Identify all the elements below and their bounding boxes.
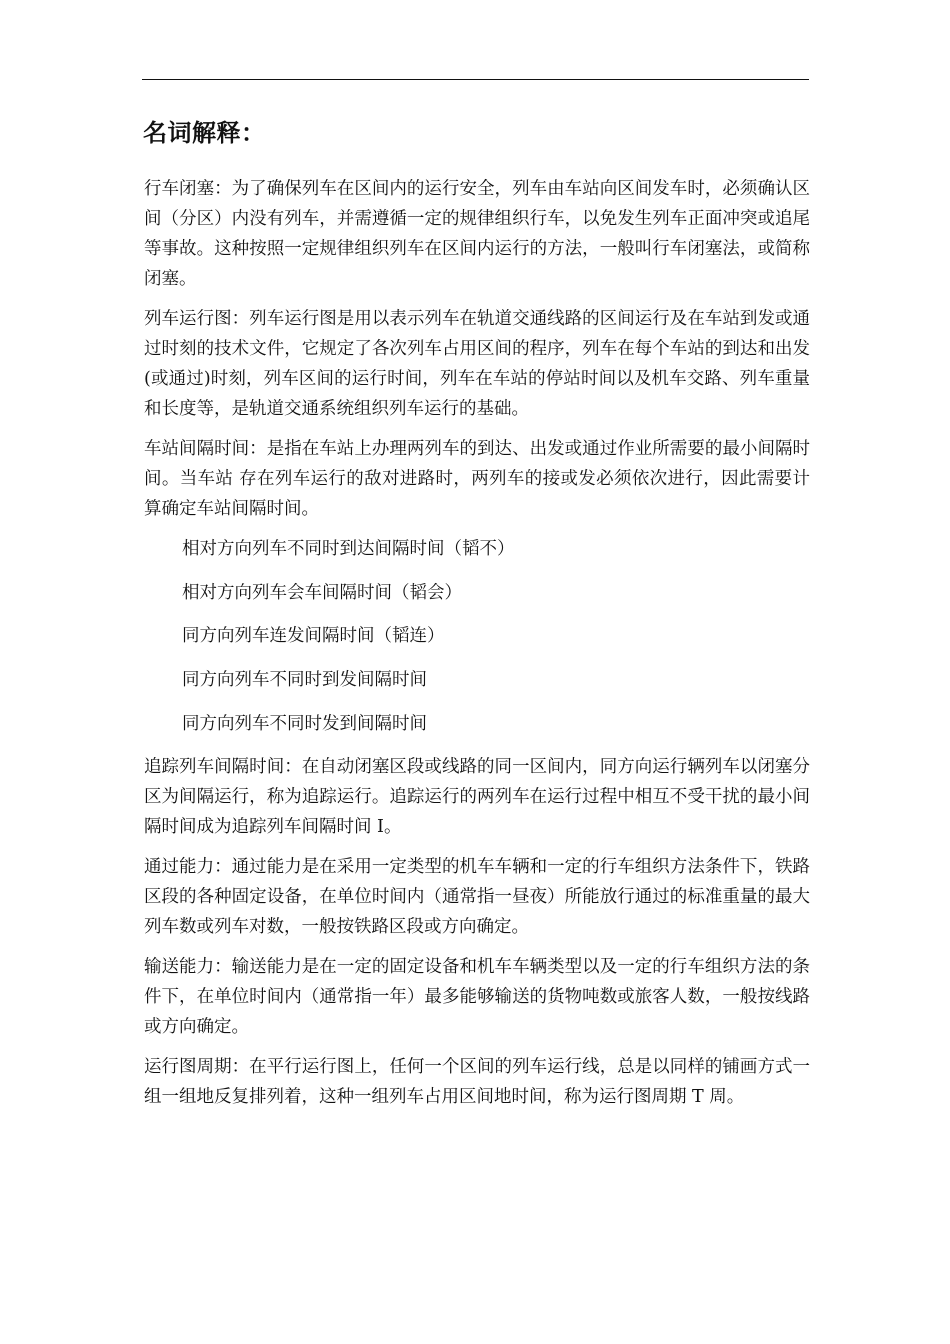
definition-block-closure: 行车闭塞：为了确保列车在区间内的运行安全，列车由车站向区间发车时，必须确认区间（分区）内没有列车，并需遵循一定的规律组织行车，以免发生列车正面冲突或追尾等事故。这种按照一定规律组织列车在区间内运行的方法，一般叫行车闭塞法，或简称闭塞。 bbox=[144, 179, 810, 289]
definition-tracking-interval: 追踪列车间隔时间：在自动闭塞区段或线路的同一区间内，同方向运行辆列车以闭塞分区为间隔运行，称为追踪运行。追踪运行的两列车在运行过程中相互不受干扰的最小间隔时间成为追踪列车间隔时间 I。 bbox=[144, 757, 810, 838]
list-item: 相对方向列车会车间隔时间（韬会） bbox=[182, 582, 462, 603]
list-item: 相对方向列车不同时到达间隔时间（韬不） bbox=[182, 539, 515, 559]
interval-type-list bbox=[144, 534, 810, 739]
header-rule bbox=[142, 79, 809, 80]
list-item: 同方向列车连发间隔时间（韬连） bbox=[182, 626, 445, 647]
list-item: 同方向列车不同时发到间隔时间 bbox=[182, 713, 427, 734]
page-title: 名词解释： bbox=[143, 119, 266, 147]
document-body bbox=[144, 174, 810, 1122]
definition-diagram-period: 运行图周期：在平行运行图上，任何一个区间的列车运行线，总是以同样的铺画方式一组一组地反复排列着，这种一组列车占用区间地时间，称为运行图周期 T 周。 bbox=[144, 1057, 810, 1108]
definition-passing-capacity: 通过能力：通过能力是在采用一定类型的机车车辆和一定的行车组织方法条件下，铁路区段的各种固定设备，在单位时间内（通常指一昼夜）所能放行通过的标准重量的最大列车数或列车对数，一般按铁路区段或方向确定。 bbox=[144, 857, 810, 938]
definition-transport-capacity: 输送能力：输送能力是在一定的固定设备和机车车辆类型以及一定的行车组织方法的条件下，在单位时间内（通常指一年）最多能够输送的货物吨数或旅客人数，一般按线路或方向确定。 bbox=[144, 957, 810, 1038]
definition-train-diagram: 列车运行图：列车运行图是用以表示列车在轨道交通线路的区间运行及在车站到发或通过时刻的技术文件，它规定了各次列车占用区间的程序，列车在每个车站的到达和出发(或通过)时刻，列车区间的运行时间，列车在车站的停站时间以及机车交路、列车重量和长度等，是轨道交通系统组织列车运行的基础。 bbox=[144, 309, 810, 419]
list-item: 同方向列车不同时到发间隔时间 bbox=[182, 670, 427, 691]
definition-station-interval: 车站间隔时间：是指在车站上办理两列车的到达、出发或通过作业所需要的最小间隔时间。当车站 存在列车运行的敌对进路时，两列车的接或发必须依次进行，因此需要计算确定车站间隔时间。 bbox=[144, 439, 810, 519]
